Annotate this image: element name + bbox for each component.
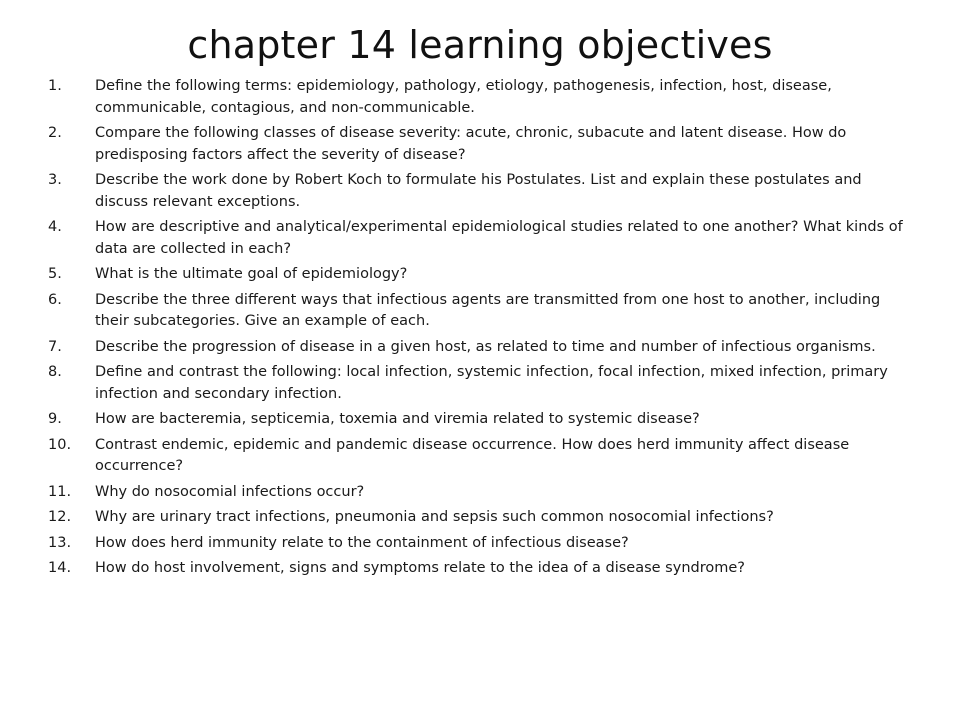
objective-text: How are descriptive and analytical/experimental epidemiological studies related to one another? What kinds of data are collected in each? xyxy=(95,219,903,257)
objective-text: Contrast endemic, epidemic and pandemic disease occurrence. How does herd immunity affect disease occurrence? xyxy=(95,436,850,474)
objective-text: Describe the progression of disease in a given host, as related to time and number of infectious organisms. xyxy=(95,338,876,355)
objective-number: 7. xyxy=(48,338,62,355)
objective-number: 12. xyxy=(48,509,72,525)
objective-text: Describe the three different ways that infectious agents are transmitted from one host to another, including their subcategories. Give an example of each. xyxy=(95,291,881,329)
objective-text: How are bacteremia, septicemia, toxemia and viremia related to systemic disease? xyxy=(95,411,700,427)
objective-text: Describe the work done by Robert Koch to formulate his Postulates. List and explain these postulates and discuss relevant exceptions. xyxy=(95,172,862,210)
objective-item xyxy=(48,435,918,478)
objective-item xyxy=(48,482,918,504)
objective-text: Compare the following classes of disease severity: acute, chronic, subacute and latent disease. How do predisposing factors affect the severity of disease? xyxy=(95,125,847,163)
objective-item xyxy=(48,170,918,213)
objective-number: 3. xyxy=(48,172,62,188)
objective-number: 4. xyxy=(48,219,62,235)
objective-text: How does herd immunity relate to the containment of infectious disease? xyxy=(95,534,629,551)
objective-number: 10. xyxy=(48,436,72,453)
slide-title: chapter 14 learning objectives xyxy=(187,23,773,67)
objective-item xyxy=(48,290,918,333)
objective-text: How do host involvement, signs and symptoms relate to the idea of a disease syndrome? xyxy=(95,560,745,576)
objective-number: 1. xyxy=(48,78,62,94)
objective-item xyxy=(48,337,918,359)
objective-number: 9. xyxy=(48,411,62,427)
objective-item xyxy=(48,507,918,529)
objective-item xyxy=(48,409,918,431)
objective-item xyxy=(48,76,918,119)
objective-text: Define and contrast the following: local infection, systemic infection, focal infection, mixed infection, primary infection and secondary infection. xyxy=(95,364,888,402)
objective-text: What is the ultimate goal of epidemiology? xyxy=(95,266,408,282)
objective-item xyxy=(48,533,918,555)
objective-text: Define the following terms: epidemiology, pathology, etiology, pathogenesis, infection, host, disease, communicable, contagious, and non-communicable. xyxy=(95,78,832,116)
objective-number: 14. xyxy=(48,560,72,576)
objective-number: 11. xyxy=(48,483,72,500)
objective-item xyxy=(48,264,918,286)
objective-number: 2. xyxy=(48,125,62,141)
objective-item xyxy=(48,362,918,405)
objective-number: 13. xyxy=(48,534,72,551)
objective-item xyxy=(48,558,918,580)
objective-text: Why do nosocomial infections occur? xyxy=(95,483,365,500)
objective-number: 6. xyxy=(48,291,62,308)
objective-number: 8. xyxy=(48,364,62,380)
objective-item xyxy=(48,123,918,166)
objective-text: Why are urinary tract infections, pneumonia and sepsis such common nosocomial infections? xyxy=(95,509,774,525)
objective-number: 5. xyxy=(48,266,62,282)
objective-item xyxy=(48,217,918,260)
objectives-list xyxy=(48,76,918,584)
